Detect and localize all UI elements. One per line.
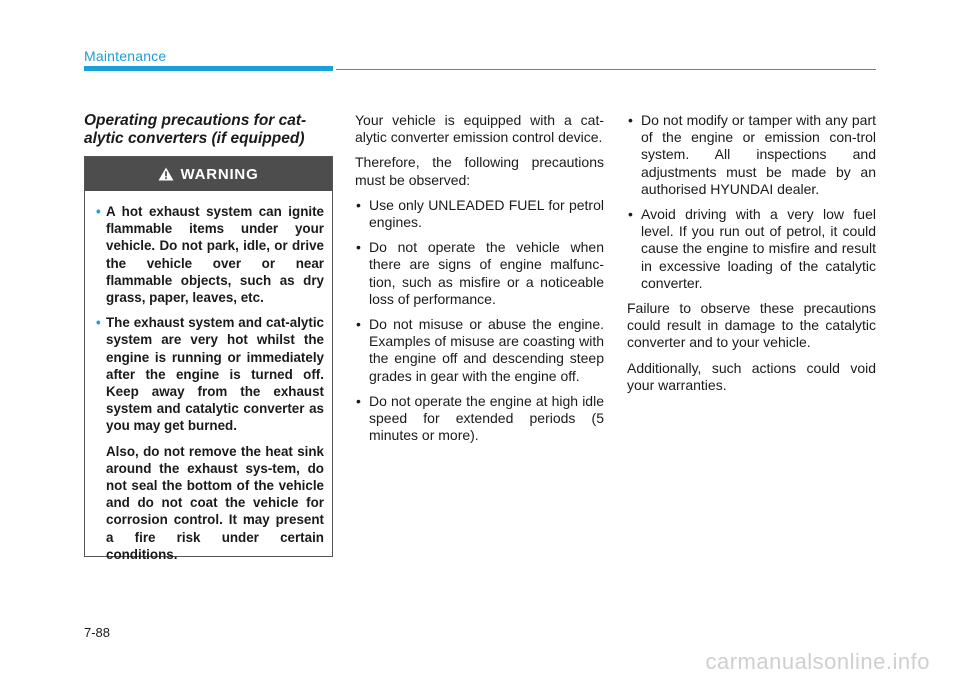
section-heading: Operating precautions for cat-alytic converters (if equipped)	[84, 112, 307, 147]
list-item	[627, 206, 876, 292]
warning-box	[84, 156, 333, 562]
list-item-text: Do not operate the vehicle when there are signs of engine malfunc-tion, such as misfire or a noticeable loss of performance.	[369, 239, 604, 307]
warranty-paragraph: Additionally, such actions could void your warranties.	[627, 359, 876, 393]
list-item-text: Use only UNLEADED FUEL for petrol engines.	[369, 196, 604, 231]
warning-extra-paragraph: Also, do not remove the heat sink around the exhaust sys-tem, do not seal the bottom of the vehicle and do not coat the vehicle for corrosion control. It may present a fire risk under certain conditions.	[106, 443, 324, 562]
bullet-icon: •	[356, 392, 361, 409]
middle-column	[355, 112, 604, 452]
warning-body	[85, 191, 332, 563]
list-item-text: Do not misuse or abuse the engine. Examples of misuse are coasting with the engine off and descending steep grades in gear with the engine off.	[369, 316, 604, 384]
bullet-icon: •	[628, 206, 633, 223]
warning-item-text: A hot exhaust system can ignite flammable items under your vehicle. Do not park, idle, or drive the vehicle over or near flammable objects, such as dry grass, paper, leaves, etc.	[106, 204, 324, 306]
warning-item-text: The exhaust system and cat-alytic system are very hot whilst the engine is running or immediately after the engine is turned off. Keep away from the exhaust system and catalytic converter as you may get burned.	[106, 315, 324, 434]
list-item-text: Do not modify or tamper with any part of the engine or emission con-trol system. All inspections and adjustments must be made by an authorised HYUNDAI dealer.	[641, 112, 876, 197]
list-item	[627, 112, 876, 198]
warning-triangle-icon	[158, 167, 174, 181]
warning-item	[96, 203, 324, 306]
bullet-icon: •	[96, 204, 101, 219]
list-item	[355, 393, 604, 445]
list-item	[355, 197, 604, 231]
list-item	[355, 316, 604, 385]
list-item-text: Avoid driving with a very low fuel level. If you run out of petrol, it could cause the engine to misfire and result in excessive loading of the catalytic converter.	[641, 206, 876, 291]
bullet-icon: •	[356, 239, 361, 256]
warning-banner	[85, 157, 332, 191]
list-item	[355, 239, 604, 308]
watermark: carmanualsonline.info	[705, 649, 930, 674]
lead-paragraph: Therefore, the following precautions must be observed:	[355, 154, 604, 188]
header-rule-thick	[84, 66, 333, 71]
warning-title: WARNING	[180, 165, 259, 183]
intro-paragraph: Your vehicle is equipped with a cat-alytic converter emission control device.	[355, 112, 604, 146]
bullet-icon: •	[356, 316, 361, 333]
section-title: Maintenance	[84, 48, 167, 64]
bullet-icon: •	[628, 112, 633, 128]
list-item-text: Do not operate the engine at high idle speed for extended periods (5 minutes or more).	[369, 392, 604, 444]
consequence-paragraph: Failure to observe these precautions could result in damage to the catalytic converter and to your vehicle.	[627, 300, 876, 351]
header-rule-thin	[336, 69, 876, 70]
right-column	[627, 112, 876, 402]
bullet-icon: •	[96, 315, 101, 331]
page-number: 7-88	[84, 625, 111, 640]
warning-item	[96, 314, 324, 434]
bullet-icon: •	[356, 196, 361, 213]
